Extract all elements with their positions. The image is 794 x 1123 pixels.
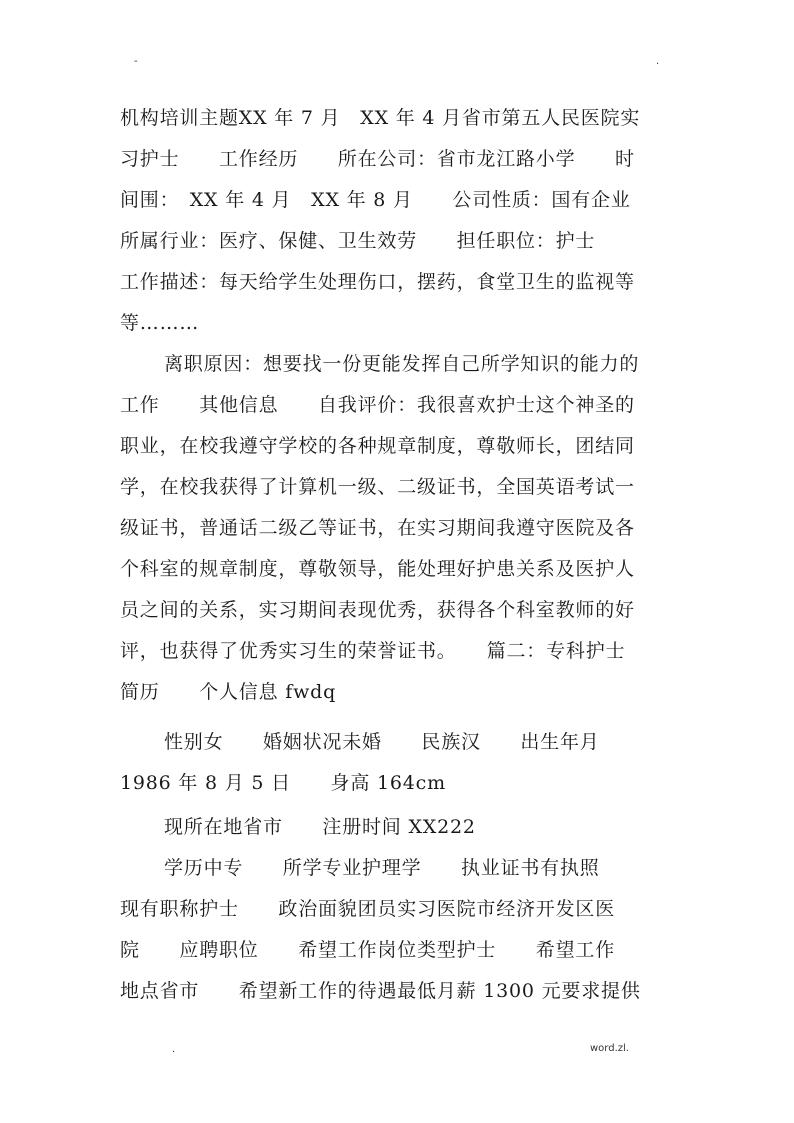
header-mark-left: - (134, 56, 138, 67)
header-mark-right: . (656, 56, 660, 67)
text-line: 机构培训主题XX 年 7 月 XX 年 4 月省市第五人民医院实 (120, 107, 641, 129)
paragraph-self-evaluation (120, 344, 676, 713)
paragraph-education-job (120, 848, 676, 1012)
text-line: 学历中专 所学专业护理学 执业证书有执照 (164, 857, 600, 879)
text-line: 现所在地省市 注册时间 XX222 (164, 816, 476, 838)
text-line: 地点省市 希望新工作的待遇最低月薪 1300 元要求提供 (120, 980, 641, 1002)
text-line: 院 应聘职位 希望工作岗位类型护士 希望工作 (120, 939, 616, 961)
text-line: 所属行业：医疗、保健、卫生效劳 担任职位：护士 (120, 230, 596, 252)
text-line: 学，在校我获得了计算机一级、二级证书，全国英语考试一 (120, 476, 635, 498)
paragraph-location (120, 807, 676, 848)
text-line: 习护士 工作经历 所在公司：省市龙江路小学 时 (120, 148, 635, 170)
text-line: 员之间的关系，实习期间表现优秀，获得各个科室教师的好 (120, 599, 635, 621)
text-line: 1986 年 8 月 5 日 身高 164cm (120, 772, 446, 794)
footer-mark-left: . (172, 1044, 176, 1055)
text-line: 级证书，普通话二级乙等证书，在实习期间我遵守医院及各 (120, 517, 635, 539)
paragraph-personal-info (120, 722, 676, 804)
text-line: 评，也获得了优秀实习生的荣誉证书。 篇二：专科护士 (120, 640, 626, 662)
text-line: 个科室的规章制度，尊敬领导，能处理好护患关系及医护人 (120, 558, 635, 580)
text-line: 职业，在校我遵守学校的各种规章制度，尊敬师长，团结同 (120, 435, 635, 457)
text-line: 性别女 婚姻状况未婚 民族汉 出生年月 (164, 731, 600, 753)
text-line: 等……… (120, 312, 200, 334)
text-line: 离职原因：想要找一份更能发挥自己所学知识的能力的 (164, 353, 640, 375)
paragraph-training-work-history (120, 98, 676, 344)
text-line: 现有职称护士 政治面貌团员实习医院市经济开发区医 (120, 898, 616, 920)
text-line: 工作描述：每天给学生处理伤口，摆药，食堂卫生的监视等 (120, 271, 635, 293)
footer-code: word.zl. (590, 1043, 629, 1054)
text-line: 间围： XX 年 4 月 XX 年 8 月 公司性质：国有企业 (120, 189, 631, 211)
text-line: 工作 其他信息 自我评价：我很喜欢护士这个神圣的 (120, 394, 635, 416)
text-line: 简历 个人信息 fwdq (120, 681, 337, 703)
